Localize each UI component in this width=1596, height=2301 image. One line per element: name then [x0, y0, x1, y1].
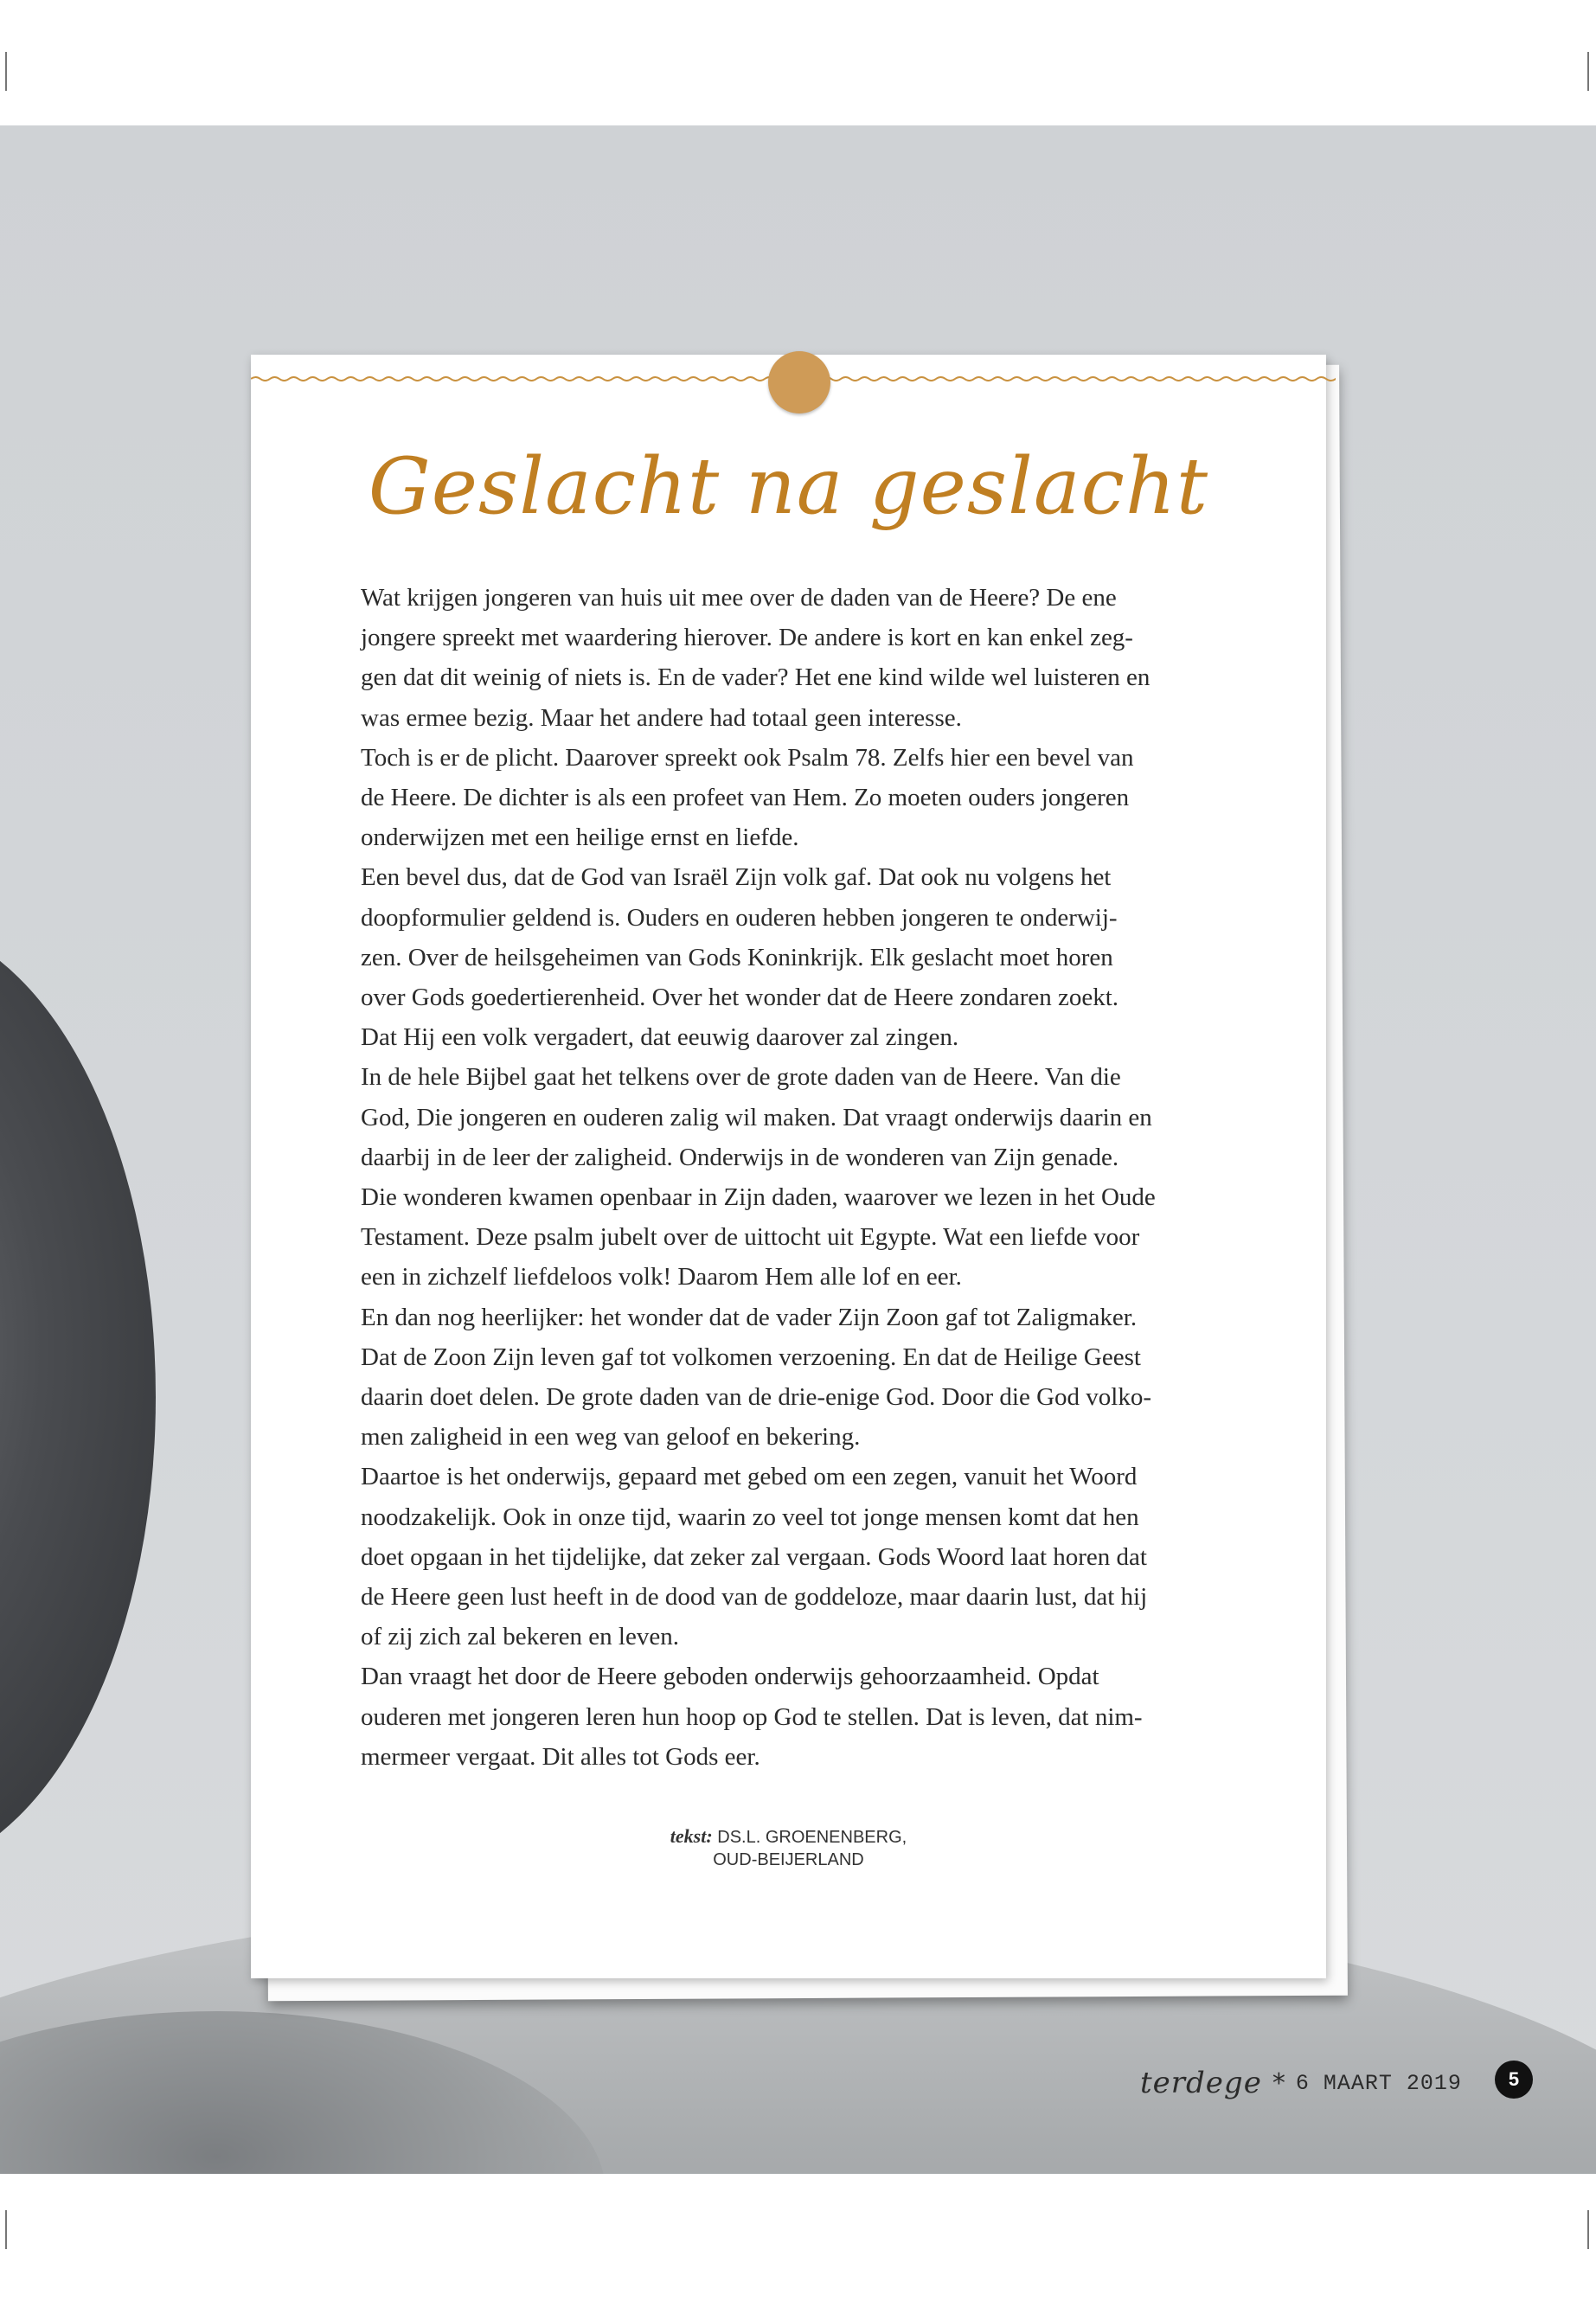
body-line: jongere spreekt met waardering hierover. De andere is kort en kan enkel zeg-	[361, 624, 1133, 652]
body-line: zen. Over de heilsgeheimen van Gods Koninkrijk. Elk geslacht moet horen	[361, 943, 1113, 971]
body-line: Toch is er de plicht. Daarover spreekt ook Psalm 78. Zelfs hier een bevel van	[361, 743, 1134, 772]
credit-author: DS.L. GROENENBERG,	[717, 1828, 907, 1847]
body-line: God, Die jongeren en ouderen zalig wil maken. Dat vraagt onderwijs daarin en	[361, 1103, 1152, 1131]
crop-mark-top-right	[1587, 52, 1589, 91]
crop-mark-top-left	[5, 52, 7, 91]
body-line: Dat de Zoon Zijn leven gaf tot volkomen verzoening. En dat de Heilige Geest	[361, 1343, 1141, 1371]
page-number: 5	[1495, 2061, 1533, 2099]
body-line: de Heere. De dichter is als een profeet van Hem. Zo moeten ouders jongeren	[361, 784, 1130, 812]
paper-card	[251, 355, 1326, 1978]
body-line: Die wonderen kwamen openbaar in Zijn daden, waarover we lezen in het Oude	[361, 1183, 1156, 1212]
pin-icon	[768, 351, 830, 413]
article-title: Geslacht na geslacht	[368, 441, 1209, 532]
issue-date: 6 MAART 2019	[1295, 2070, 1462, 2096]
photo-arm-shape	[0, 921, 156, 1873]
body-line: noodzakelijk. Ook in onze tijd, waarin zo veel tot jonge mensen komt dat hen	[361, 1503, 1139, 1531]
page-footer	[1140, 2061, 1462, 2105]
body-line: Dat Hij een volk vergadert, dat eeuwig daarover zal zingen.	[361, 1023, 959, 1052]
body-line: In de hele Bijbel gaat het telkens over de grote daden van de Heere. Van die	[361, 1063, 1121, 1092]
credit-label: tekst:	[670, 1825, 713, 1847]
body-line: onderwijzen met een heilige ernst en liefde.	[361, 824, 799, 852]
body-line: Daartoe is het onderwijs, gepaard met gebed om een zegen, vanuit het Woord	[361, 1463, 1138, 1491]
body-line: over Gods goedertierenheid. Over het wonder dat de Heere zondaren zoekt.	[361, 984, 1119, 1012]
body-line: doopformulier geldend is. Ouders en ouderen hebben jongeren te onderwij-	[361, 903, 1118, 932]
body-line: En dan nog heerlijker: het wonder dat de vader Zijn Zoon gaf tot Zaligmaker.	[361, 1303, 1138, 1331]
body-line: of zij zich zal bekeren en leven.	[361, 1623, 679, 1651]
body-line: Een bevel dus, dat de God van Israël Zijn volk gaf. Dat ook nu volgens het	[361, 863, 1112, 892]
body-line: Dan vraagt het door de Heere geboden onderwijs gehoorzaamheid. Opdat	[361, 1663, 1099, 1691]
body-line: de Heere geen lust heeft in de dood van de goddeloze, maar daarin lust, dat hij	[361, 1583, 1148, 1612]
author-credit	[251, 1825, 1326, 1871]
asterisk-icon: *	[1272, 2067, 1285, 2099]
body-line: was ermee bezig. Maar het andere had totaal geen interesse.	[361, 703, 962, 732]
credit-place: OUD-BEIJERLAND	[713, 1850, 864, 1869]
body-line: daarbij in de leer der zaligheid. Onderwijs in de wonderen van Zijn genade.	[361, 1143, 1119, 1171]
crop-mark-bottom-left	[5, 2210, 7, 2249]
body-line: daarin doet delen. De grote daden van de drie-enige God. Door die God volko-	[361, 1383, 1151, 1412]
article-body	[361, 578, 1234, 1777]
body-line: mermeer vergaat. Dit alles tot Gods eer.	[361, 1742, 760, 1771]
body-line: doet opgaan in het tijdelijke, dat zeker zal vergaan. Gods Woord laat horen dat	[361, 1542, 1147, 1571]
crop-mark-bottom-right	[1587, 2210, 1589, 2249]
body-line: Wat krijgen jongeren van huis uit mee over de daden van de Heere? De ene	[361, 584, 1117, 612]
body-line: gen dat dit weinig of niets is. En de vader? Het ene kind wilde wel luisteren en	[361, 663, 1151, 692]
body-line: een in zichzelf liefdeloos volk! Daarom Hem alle lof en eer.	[361, 1263, 962, 1292]
body-line: Testament. Deze psalm jubelt over de uittocht uit Egypte. Wat een liefde voor	[361, 1223, 1140, 1252]
body-line: men zaligheid in een weg van geloof en bekering.	[361, 1423, 861, 1452]
body-line: ouderen met jongeren leren hun hoop op God te stellen. Dat is leven, dat nim-	[361, 1702, 1143, 1731]
magazine-brand: terdege	[1140, 2066, 1262, 2100]
